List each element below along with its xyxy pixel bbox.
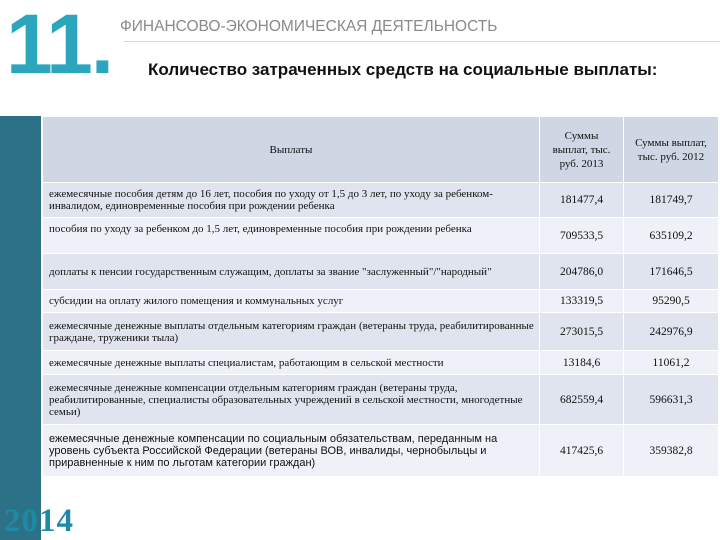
column-header-payments: Выплаты xyxy=(43,117,540,183)
payments-table xyxy=(42,116,719,477)
table-row xyxy=(43,254,719,290)
amount-2012: 359382,8 xyxy=(624,425,719,477)
payment-name: ежемесячные денежные компенсации по социальным обязательствам, переданным на уровень субъекта Российской Федерации (ветераны ВОВ, инвалиды, чернобыльцы и приравненные к ним по льготам категории граждан) xyxy=(43,425,540,477)
section-title: ФИНАНСОВО-ЭКОНОМИЧЕСКАЯ ДЕЯТЕЛЬНОСТЬ xyxy=(120,18,498,35)
amount-2013: 273015,5 xyxy=(540,313,624,351)
amount-2013: 13184,6 xyxy=(540,351,624,375)
payment-name: доплаты к пенсии государственным служащим, доплаты за звание "заслуженный"/"народный" xyxy=(43,254,540,290)
amount-2012: 11061,2 xyxy=(624,351,719,375)
amount-2012: 596631,3 xyxy=(624,375,719,425)
page-title: Количество затраченных средств на социальные выплаты: xyxy=(148,60,658,79)
payment-name: пособия по уходу за ребенком до 1,5 лет, единовременные пособия при рождении ребенка xyxy=(43,218,540,254)
column-header-2012: Суммы выплат, тыс. руб. 2012 xyxy=(624,117,719,183)
amount-2012: 635109,2 xyxy=(624,218,719,254)
payment-name: ежемесячные денежные выплаты отдельным категориям граждан (ветераны труда, реабилитированные граждане, труженики тыла) xyxy=(43,313,540,351)
amount-2013: 682559,4 xyxy=(540,375,624,425)
amount-2013: 417425,6 xyxy=(540,425,624,477)
year-label: 2014 xyxy=(4,503,74,539)
sidebar-bar xyxy=(0,116,41,540)
amount-2013: 204786,0 xyxy=(540,254,624,290)
table-row xyxy=(43,425,719,477)
table-row xyxy=(43,183,719,218)
payment-name: ежемесячные денежные компенсации отдельным категориям граждан (ветераны труда, реабилитированные, специалисты образовательных учреждений в сельской местности, многодетные семьи) xyxy=(43,375,540,425)
title-divider xyxy=(124,41,720,42)
table-row xyxy=(43,313,719,351)
table-row xyxy=(43,351,719,375)
amount-2013: 133319,5 xyxy=(540,290,624,313)
table-row xyxy=(43,290,719,313)
payment-name: ежемесячные пособия детям до 16 лет, пособия по уходу от 1,5 до 3 лет, по уходу за ребенком-инвалидом, единовременные пособия при рождении ребенка xyxy=(43,183,540,218)
slide-number: 11. xyxy=(6,0,113,91)
amount-2013: 709533,5 xyxy=(540,218,624,254)
amount-2012: 171646,5 xyxy=(624,254,719,290)
amount-2012: 181749,7 xyxy=(624,183,719,218)
payment-name: ежемесячные денежные выплаты специалистам, работающим в сельской местности xyxy=(43,351,540,375)
amount-2013: 181477,4 xyxy=(540,183,624,218)
column-header-2013: Суммы выплат, тыс. руб. 2013 xyxy=(540,117,624,183)
amount-2012: 242976,9 xyxy=(624,313,719,351)
payment-name: субсидии на оплату жилого помещения и коммунальных услуг xyxy=(43,290,540,313)
table-row xyxy=(43,218,719,254)
table-row xyxy=(43,375,719,425)
amount-2012: 95290,5 xyxy=(624,290,719,313)
